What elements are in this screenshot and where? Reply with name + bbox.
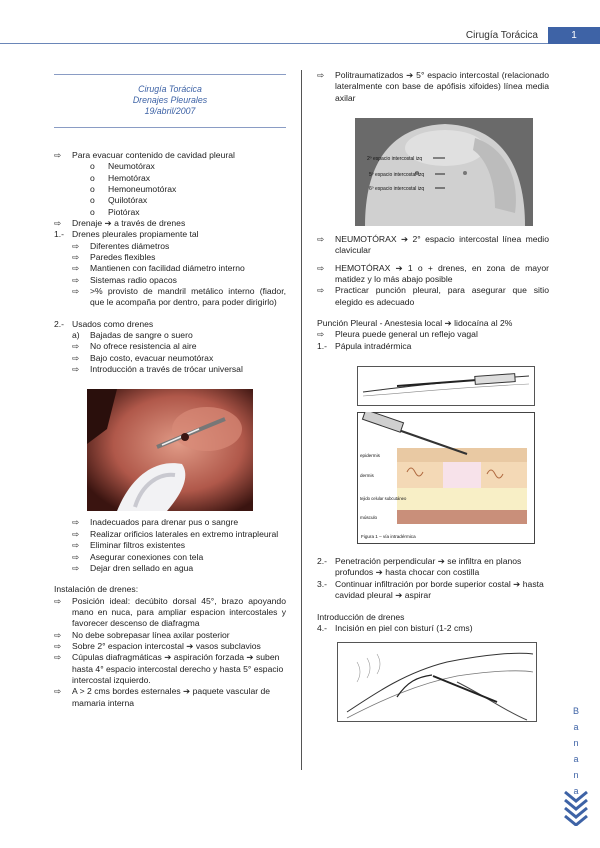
side-letter: n	[573, 770, 579, 780]
list-item: o Hemotórax	[90, 172, 151, 183]
list-item: ⇨ Para evacuar contenido de cavidad pleural	[54, 149, 235, 160]
list-item: ⇨ No ofrece resistencia al aire	[72, 341, 197, 352]
arrow-bullet-icon: ⇨	[54, 652, 62, 663]
section-heading: 2.- Usados como drenes	[54, 318, 154, 329]
arrow-bullet-icon: ⇨	[317, 262, 325, 273]
arrow-bullet-icon: ⇨	[54, 595, 62, 606]
arrow-bullet-icon: ⇨	[72, 517, 80, 528]
list-item: ⇨ NEUMOTÓRAX ➔ 2° espacio intercostal línea medio clavicular	[317, 234, 549, 256]
right-column	[317, 70, 549, 722]
figure-caption: Figura 1 – vía intradérmica	[361, 534, 416, 540]
chest-label: 6º espacio intercostal izq	[369, 186, 425, 193]
list-item: a) Bajadas de sangre o suero	[72, 330, 193, 341]
arrow-bullet-icon: ⇨	[317, 285, 325, 296]
chest-intercostal-photo	[355, 118, 533, 226]
arrow-bullet-icon: ⇨	[54, 218, 62, 229]
circle-bullet-icon: o	[90, 195, 95, 206]
title-line: Drenajes Pleurales	[132, 94, 208, 105]
arrow-bullet-icon: ⇨	[54, 640, 62, 651]
arrow-bullet-icon: ⇨	[72, 263, 80, 274]
column-divider	[301, 70, 302, 770]
list-item: ⇨ Eliminar filtros existentes	[72, 540, 186, 551]
chest-label: 2º espacio intercostal izq	[367, 156, 423, 163]
skin-layers-diagram	[357, 412, 535, 544]
arrow-bullet-icon: ⇨	[317, 70, 325, 80]
list-item: 1.- Pápula intradérmica	[317, 340, 412, 351]
circle-bullet-icon: o	[90, 183, 95, 194]
circle-bullet-icon: o	[90, 206, 95, 217]
arrow-bullet-icon: ⇨	[72, 274, 80, 285]
title-line: 19/abril/2007	[144, 105, 196, 116]
circle-bullet-icon: o	[90, 172, 95, 183]
arrow-bullet-icon: ⇨	[72, 562, 80, 573]
skin-label: tejido celular subcutáneo	[360, 496, 407, 502]
incision-sketch	[337, 642, 537, 722]
arrow-bullet-icon: ⇨	[317, 234, 325, 245]
section-heading: Instalación de drenes:	[54, 584, 139, 595]
list-item: ⇨ Drenaje ➔ a través de drenes	[54, 218, 186, 229]
list-item: ⇨ Dejar dren sellado en agua	[72, 562, 194, 573]
document-title	[54, 74, 286, 128]
list-item: ⇨ Politraumatizados ➔ 5° espacio intercostal (relacionado lateralmente con base de apófisis xifoides) línea media axilar	[317, 70, 549, 103]
chevron-down-icon	[563, 790, 589, 826]
drain-insertion-photo	[87, 389, 253, 511]
arrow-bullet-icon: ⇨	[72, 240, 80, 251]
arrow-bullet-icon: ⇨	[72, 364, 80, 375]
needle-sketch	[357, 366, 535, 406]
arrow-bullet-icon: ⇨	[72, 528, 80, 539]
list-item: ⇨ Practicar punción pleural, para asegurar que sitio elegido es adecuado	[317, 285, 549, 307]
list-item: 3.- Continuar infiltración por borde superior costal ➔ hasta cavidad pleural ➔ aspirar	[317, 578, 544, 601]
side-letter: a	[573, 786, 579, 796]
side-letter: B	[572, 706, 579, 716]
arrow-bullet-icon: ⇨	[54, 149, 62, 160]
left-column	[54, 74, 286, 709]
list-item: ⇨ Inadecuados para drenar pus o sangre	[72, 517, 239, 528]
section-heading: Punción Pleural - Anestesia local ➔ lidocaína al 2%	[317, 318, 513, 329]
list-item: ⇨ Mantienen con facilidad diámetro interno	[72, 263, 245, 274]
arrow-bullet-icon: ⇨	[317, 329, 325, 340]
header-rule	[0, 43, 548, 44]
list-item: ⇨ A > 2 cms bordes esternales ➔ paquete vascular de mamaria interna	[54, 686, 271, 708]
list-item: o Quilotórax	[90, 195, 148, 206]
list-item: 2.- Penetración perpendicular ➔ se infiltra en planos profundos ➔ hasta chocar con costilla	[317, 556, 522, 578]
list-item: 4.- Incisión en piel con bisturí (1-2 cms)	[317, 622, 473, 633]
list-item: ⇨ Paredes flexibles	[72, 252, 156, 263]
title-line: Cirugía Torácica	[138, 84, 202, 94]
list-item: o Neumotórax	[90, 161, 155, 172]
arrow-bullet-icon: ⇨	[54, 686, 62, 697]
list-item: ⇨ >% provisto de mandril metálico interno (fiador, que le acompaña por dentro, para poder dirigirlo)	[72, 286, 286, 308]
arrow-bullet-icon: ⇨	[72, 540, 80, 551]
list-item: ⇨ No debe sobrepasar línea axilar posterior	[54, 629, 230, 640]
list-item: ⇨ Cúpulas diafragmáticas ➔ aspiración forzada ➔ suben hasta 4° espacio intercostal derecho y hasta 5° espacio intercostal izquierdo.	[54, 652, 284, 685]
list-item: ⇨ Pleura puede general un reflejo vagal	[317, 329, 478, 340]
list-item: o Piotórax	[90, 206, 140, 217]
side-letter: n	[573, 738, 579, 748]
skin-label: epidermis	[360, 453, 380, 459]
arrow-bullet-icon: ⇨	[72, 352, 80, 363]
list-item: ⇨ HEMOTÓRAX ➔ 1 o + drenes, en zona de mayor matidez y lo más abajo posible	[317, 262, 549, 285]
header-title: Cirugía Torácica	[465, 30, 538, 41]
list-item: ⇨ Diferentes diámetros	[72, 240, 170, 251]
skin-label: dermis	[360, 473, 374, 479]
side-letter: a	[573, 754, 579, 764]
arrow-bullet-icon: ⇨	[72, 341, 80, 352]
list-item: ⇨ Asegurar conexiones con tela	[72, 551, 204, 562]
list-item: o Hemoneumotórax	[90, 183, 177, 194]
list-item: ⇨ Sobre 2° espacion intercostal ➔ vasos subclavios	[54, 640, 261, 651]
arrow-bullet-icon: ⇨	[72, 286, 80, 297]
list-item: ⇨ Posición ideal: decúbito dorsal 45°, brazo apoyando mano en nuca, para ampliar espacion intercostales y favorecer descenso de diafragma	[54, 595, 286, 629]
section-heading: 1.- Drenes pleurales propiamente tal	[54, 229, 199, 240]
list-item: ⇨ Realizar orificios laterales en extremo intrapleural	[72, 528, 279, 539]
list-item: ⇨ Bajo costo, evacuar neumotórax	[72, 352, 214, 363]
arrow-bullet-icon: ⇨	[54, 629, 62, 640]
side-letter: a	[573, 722, 579, 732]
list-item: ⇨ Sistemas radio opacos	[72, 274, 177, 285]
side-label	[569, 703, 583, 799]
list-item: ⇨ Introducción a través de trócar universal	[72, 364, 243, 375]
section-heading: Introducción de drenes	[317, 611, 405, 622]
skin-label: músculo	[360, 515, 378, 521]
arrow-bullet-icon: ⇨	[72, 551, 80, 562]
page-number: 1	[548, 27, 600, 44]
circle-bullet-icon: o	[90, 161, 95, 172]
chest-label: 5º espacio intercostal izq	[369, 172, 425, 179]
arrow-bullet-icon: ⇨	[72, 252, 80, 263]
